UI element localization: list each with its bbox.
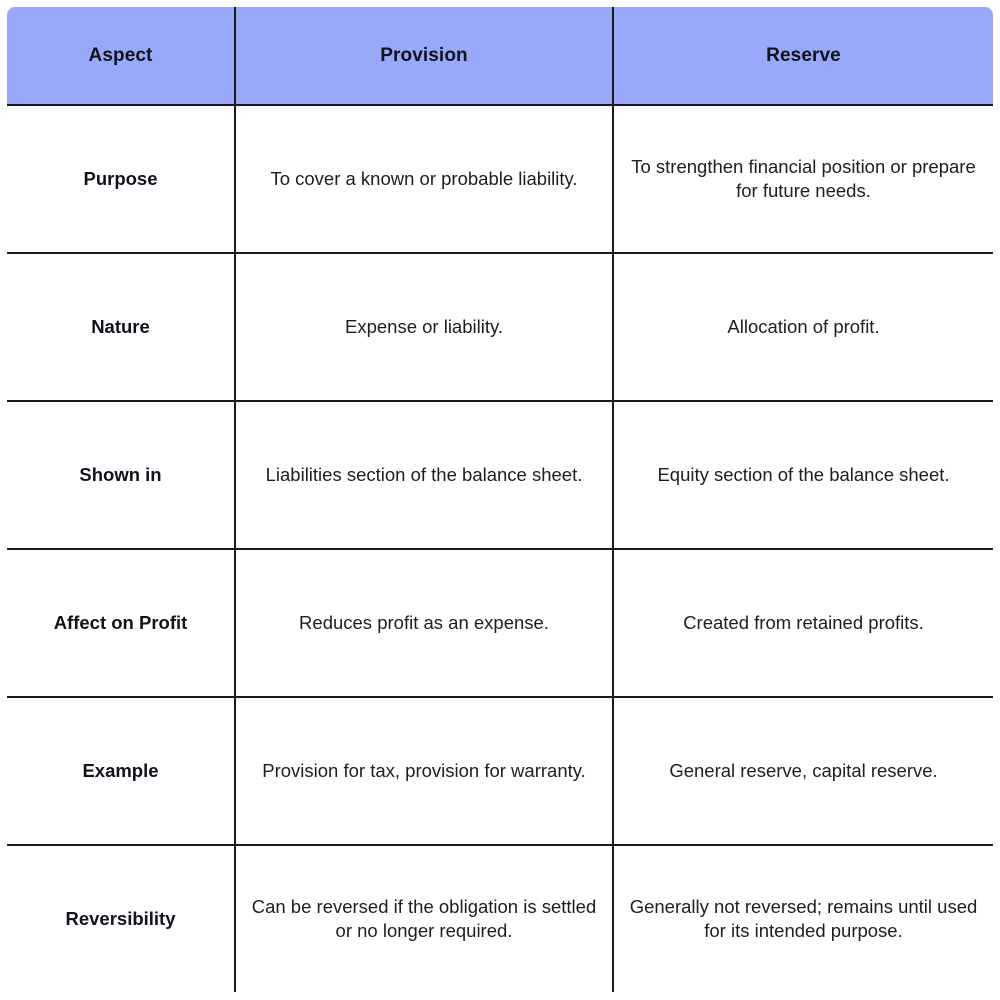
cell-provision: Reduces profit as an expense. — [235, 549, 613, 697]
table-row — [6, 105, 994, 253]
cell-aspect: Nature — [6, 253, 235, 401]
column-header-reserve: Reserve — [613, 6, 994, 105]
table-row — [6, 401, 994, 549]
table-header-row — [6, 6, 994, 105]
cell-aspect: Reversibility — [6, 845, 235, 993]
cell-aspect: Shown in — [6, 401, 235, 549]
cell-provision: Can be reversed if the obligation is settled or no longer required. — [235, 845, 613, 993]
table-row — [6, 549, 994, 697]
cell-reserve: Created from retained profits. — [613, 549, 994, 697]
provision-vs-reserve-table — [5, 5, 995, 994]
cell-provision: To cover a known or probable liability. — [235, 105, 613, 253]
table-header — [6, 6, 994, 105]
cell-aspect: Example — [6, 697, 235, 845]
column-header-aspect: Aspect — [6, 6, 235, 105]
cell-reserve: To strengthen financial position or prepare for future needs. — [613, 105, 994, 253]
cell-reserve: General reserve, capital reserve. — [613, 697, 994, 845]
cell-provision: Provision for tax, provision for warranty. — [235, 697, 613, 845]
table-row — [6, 253, 994, 401]
table-row — [6, 845, 994, 993]
table-container — [5, 5, 993, 993]
cell-reserve: Equity section of the balance sheet. — [613, 401, 994, 549]
cell-aspect: Purpose — [6, 105, 235, 253]
cell-provision: Expense or liability. — [235, 253, 613, 401]
table-body — [6, 105, 994, 993]
table-row — [6, 697, 994, 845]
cell-provision: Liabilities section of the balance sheet. — [235, 401, 613, 549]
cell-reserve: Generally not reversed; remains until used for its intended purpose. — [613, 845, 994, 993]
cell-aspect: Affect on Profit — [6, 549, 235, 697]
cell-reserve: Allocation of profit. — [613, 253, 994, 401]
column-header-provision: Provision — [235, 6, 613, 105]
